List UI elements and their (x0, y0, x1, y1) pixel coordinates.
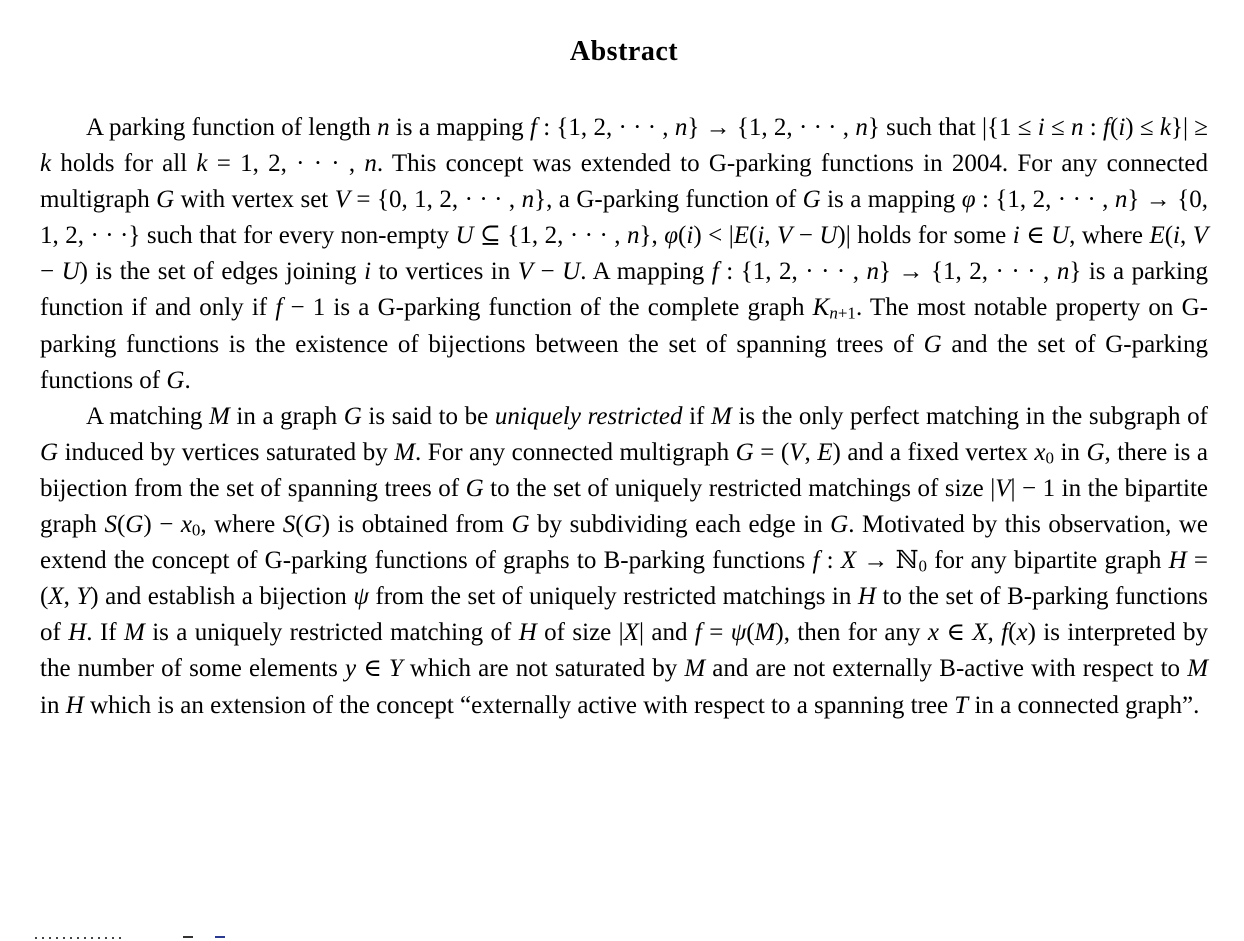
abstract-paragraph-2: A matching M in a graph G is said to be uniquely restricted if M is the only perfect matching in the subgraph of G induced by vertices saturated by M. For any connected multigraph G = (V, E) and a fixed vertex $x_0$ in G, there is a bijection from the set of spanning trees of G to the set of uniquely restricted matchings of size |V| − 1 in the bipartite graph $S(G) - x_0$, where S(G) is obtained from G by subdividing each edge in G. Motivated by this observation, we extend the concept of G-parking functions of graphs to B-parking functions f : X → ℕ$_0$ for any bipartite graph H = (X, Y) and establish a bijection ψ from the set of uniquely restricted matchings in H to the set of B-parking functions of H. If M is a uniquely restricted matching of H of size |X| and f = ψ(M), then for any x ∈ X, f(x) is interpreted by the number of some elements y ∈ Y which are not saturated by M and are not externally B-active with respect to M in H which is an extension of the concept “externally active with respect to a spanning tree T in a connected graph”. (40, 402, 1209, 719)
clipped-next-line-fragment (35, 936, 295, 941)
abstract-title: Abstract (569, 36, 679, 67)
abstract-body (40, 110, 1208, 724)
abstract-paragraph-1: A parking function of length n is a mapping f : {1, 2, · · · , n} → {1, 2, · · · , n} such that |{1 ≤ i ≤ n : f(i) ≤ k}| ≥ k holds for all k = 1, 2, · · · , n. This concept was extended to G-parking functions in 2004. For any connected multigraph G with vertex set V = {0, 1, 2, · · · , n}, a G-parking function of G is a mapping φ : {1, 2, · · · , n} → {0, 1, 2, · · ·} such that for every non-empty U ⊆ {1, 2, · · · , n}, φ(i) < |E(i, V − U)| holds for some i ∈ U, where E(i, V − U) is the set of edges joining i to vertices in V − U. A mapping f : {1, 2, · · · , n} → {1, 2, · · · , n} is a parking function if and only if f − 1 is a G-parking function of the complete graph $K_{n+1}$. The most notable property on G-parking functions is the existence of bijections between the set of spanning trees of G and the set of G-parking functions of G. (40, 114, 1209, 394)
clipped-glyph-top-blue (215, 936, 225, 941)
clipped-glyph-top-dark (183, 936, 193, 941)
clipped-glyph-tops (35, 937, 125, 939)
